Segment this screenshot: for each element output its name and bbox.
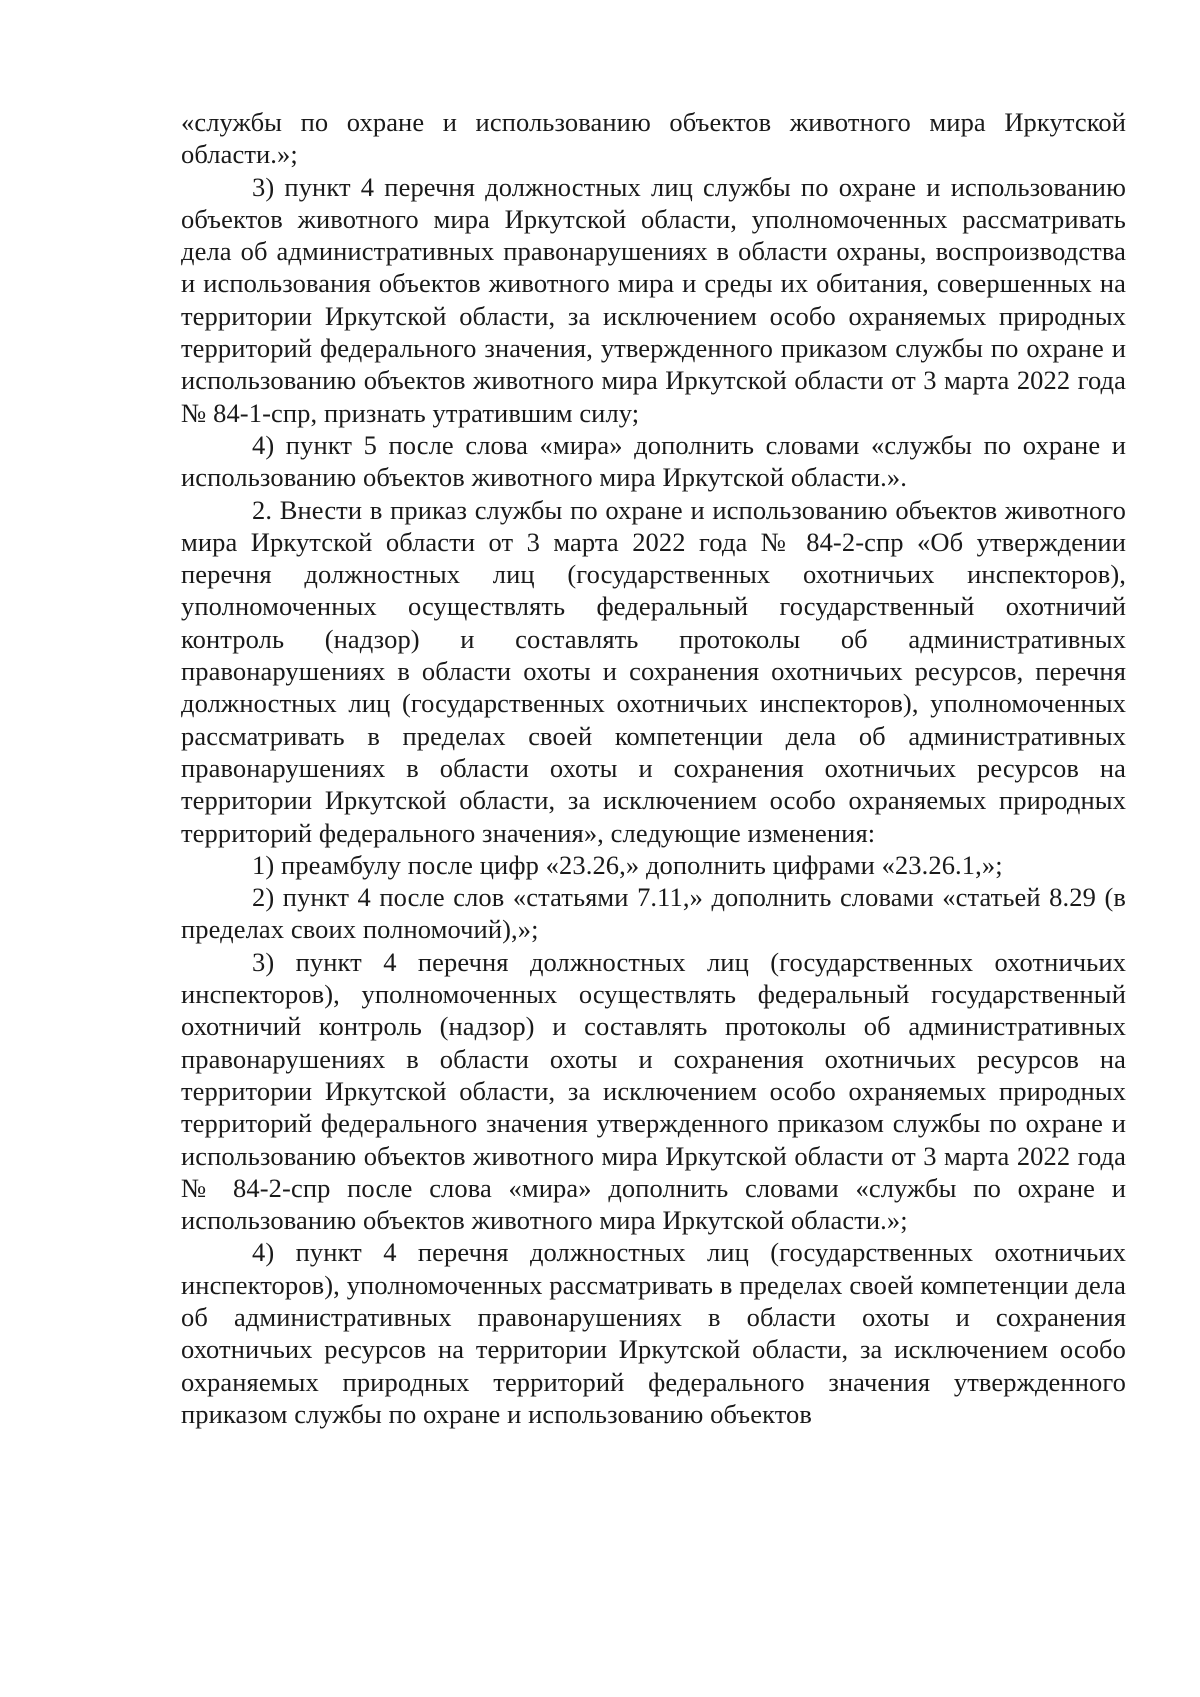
paragraph-subitem-2: 2) пункт 4 после слов «статьями 7.11,» дополнить словами «статьей 8.29 (в пределах своих полномочий),»;: [181, 882, 1126, 945]
document-body: [181, 106, 1126, 1430]
paragraph-subitem-1: 1) преамбулу после цифр «23.26,» дополнить цифрами «23.26.1,»;: [252, 849, 1003, 880]
paragraph-item-3: 3) пункт 4 перечня должностных лиц службы по охране и использованию объектов животного мира Иркутской области, уполномоченных рассматривать дела об административных правонарушениях в области охраны, воспроизводства и использования объектов животного мира и среды их обитания, совершенных на территории Иркутской области, за исключением особо охраняемых природных территорий федерального значения, утвержденного приказом службы по охране и использованию объектов животного мира Иркутской области от 3 марта 2022 года № 84-1-спр, признать утратившим силу;: [181, 171, 1126, 428]
paragraph-subitem-3: 3) пункт 4 перечня должностных лиц (государственных охотничьих инспекторов), уполномоченных осуществлять федеральный государственный охотничий контроль (надзор) и составлять протоколы об административных правонарушениях в области охоты и сохранения охотничьих ресурсов на территории Иркутской области, за исключением особо охраняемых природных территорий федерального значения утвержденного приказом службы по охране и использованию объектов животного мира Иркутской области от 3 марта 2022 года № 84-2-спр после слова «мира» дополнить словами «службы по охране и использованию объектов животного мира Иркутской области.»;: [181, 946, 1126, 1236]
paragraph-subitem-4: 4) пункт 4 перечня должностных лиц (государственных охотничьих инспекторов), уполномоченных рассматривать в пределах своей компетенции дела об административных правонарушениях в области охоты и сохранения охотничьих ресурсов на территории Иркутской области, за исключением особо охраняемых природных территорий федерального значения утвержденного приказом службы по охране и использованию объектов: [181, 1237, 1126, 1429]
paragraph-item-4: 4) пункт 5 после слова «мира» дополнить словами «службы по охране и использованию объектов животного мира Иркутской области.».: [181, 429, 1126, 493]
paragraph-continuation: «службы по охране и использованию объектов животного мира Иркутской области.»;: [181, 107, 1126, 170]
paragraph-section-2: 2. Внести в приказ службы по охране и использованию объектов животного мира Иркутской области от 3 марта 2022 года № 84-2-спр «Об утверждении перечня должностных лиц (государственных охотничьих инспекторов), уполномоченных осуществлять федеральный государственный охотничий контроль (надзор) и составлять протоколы об административных правонарушениях в области охоты и сохранения охотничьих ресурсов, перечня должностных лиц (государственных охотничьих инспекторов), уполномоченных рассматривать в пределах своей компетенции дела об административных правонарушениях в области охоты и сохранения охотничьих ресурсов на территории Иркутской области, за исключением особо охраняемых природных территорий федерального значения», следующие изменения:: [181, 494, 1126, 848]
